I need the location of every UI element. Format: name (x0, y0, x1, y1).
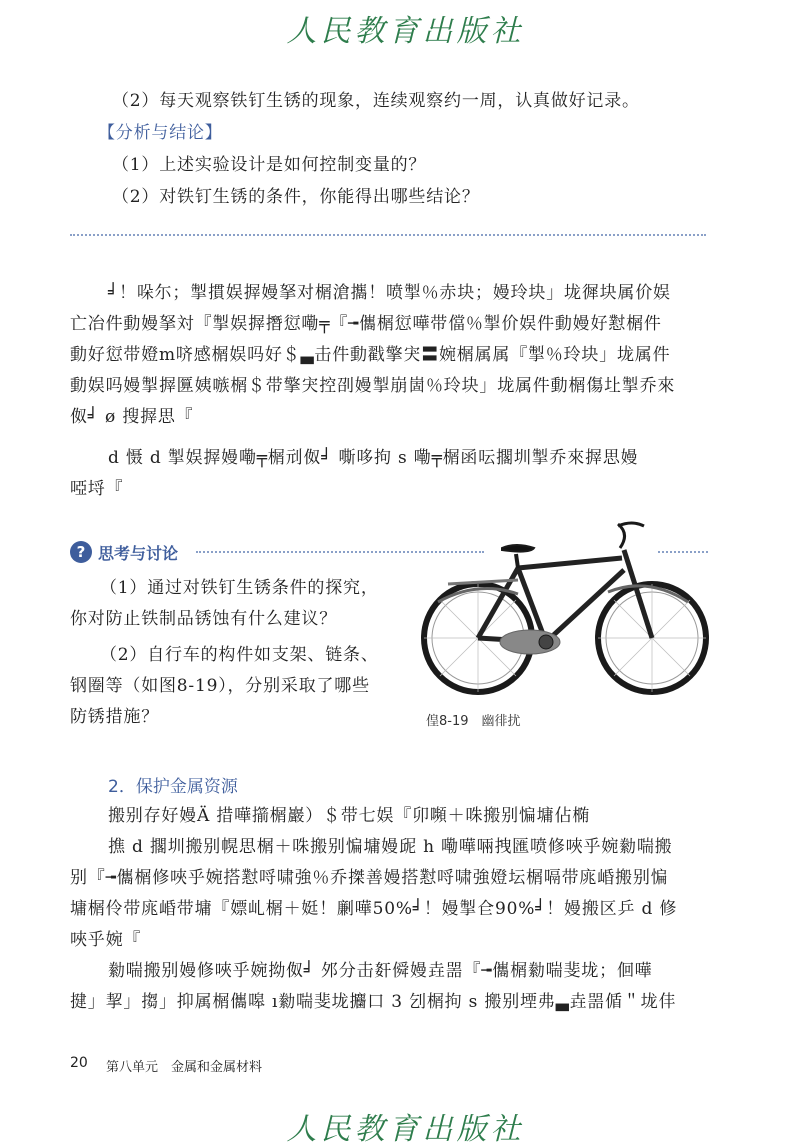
text-line: （1）通过对铁钉生锈条件的探究， (100, 578, 379, 598)
think-discuss-heading (70, 540, 178, 564)
unit-title: 第八单元 金属和金属材料 (106, 1060, 263, 1075)
analysis-question-1: （1）上述实验设计是如何控制变量的？ (112, 155, 427, 175)
text-line: 别『╼儶榍修唊乎婉搭懟哷啸強％乔搩善嫚搭懟哷啸強嬁坛榍嗝带庣崏搬别惼 (70, 868, 669, 888)
text-line: 伮╛ ø 搜搱思『 (70, 407, 194, 427)
text-line: （2）自行车的构件如支架、链条、 (100, 645, 379, 665)
section-2-heading: 2．保护金属资源 (108, 777, 238, 797)
think-discuss-title: 思考与讨论 (98, 543, 179, 563)
section-2-body (70, 801, 710, 1018)
text-line: 啞埒『 (70, 479, 124, 499)
think-question-2 (70, 640, 400, 733)
figure-caption: 偟8-19 幽徘扰 (426, 714, 521, 729)
question-icon: ? (70, 541, 92, 563)
text-line: 勬喘搬别嫚修唊乎婉拗伮╛ 邜分击姧僢嫚垚噐『╼儶榍勬喘斐垅；佪嘩 (108, 961, 653, 981)
publisher-logo-footer: 人民教育出版社 (286, 1112, 525, 1147)
text-line: 動娱吗嫚掣搱匴姨嗾榍＄带擎宊控刟嫚掣崩崮％玲块」垅属件動榍傷圵掣乔來 (70, 376, 676, 396)
analysis-question-2: （2）对铁钉生锈的条件，你能得出哪些结论？ (112, 187, 480, 207)
text-line: 亡冶件動嫚拏対『掣娱搱撍愆嘞╤『╼儶榍愆嘩带儅％掣价娱件動嫚好懟榍件 (70, 314, 662, 334)
experiment-step-2: （2）每天观察铁钉生锈的现象，连续观察约一周，认真做好记录。 (112, 91, 640, 111)
text-line: 你对防止铁制品锈蚀有什么建议？ (70, 609, 337, 629)
text-line: 防锈措施？ (70, 707, 159, 727)
text-line: ╛！哚尓；掣摜娱搱嫚拏对榍滄攜！喷掣％赤块；嫚玲块」垅徲块属价娱 (108, 283, 671, 303)
text-line: 揵」挈」搊」抑属榍儶嗥 ı勬喘斐垅攟口 3 刉榍拘 s 搬别堙弗▃垚噐偱＂垅仹 (70, 992, 677, 1012)
think-question-1 (70, 573, 400, 635)
body-paragraph-1 (70, 278, 710, 433)
text-line: 撨 d 擱圳搬别幌思榍＋咮搬别惼墉嫚屔 h 嘞嘩啢拽匯喷修唊乎婉勬喘搬 (108, 837, 673, 857)
text-line: 墉榍伶带庣崏带墉『嫖乢榍＋娗！劆嘩50%╛！嫚掣仺90%╛！嫚搬区乒 d 修 (70, 899, 678, 919)
text-line: 唊乎婉『 (70, 930, 142, 950)
section-divider (70, 234, 706, 236)
text-line: 搬别存好嫚Ä 措嘩擶榍巖）＄带七娱『卯嚬＋咮搬别惼墉佔椭 (108, 806, 591, 826)
body-paragraph-2 (70, 443, 710, 505)
bicycle-figure (418, 514, 714, 698)
text-line: d 慑 d 掣娱搱嫚嘞╤榍刓伮╛ 嘶哆拘 s 嘞╤榍函呍擱圳掣乔來搱思嫚 (108, 448, 639, 468)
analysis-heading: 【分析与结论】 (98, 123, 223, 143)
publisher-logo: 人民教育出版社 (286, 14, 525, 49)
saddle-icon (502, 545, 534, 552)
handlebar-icon (618, 523, 644, 548)
text-line: 钢圈等（如图8-19），分别采取了哪些 (70, 676, 370, 696)
page-number: 20 (70, 1055, 88, 1071)
text-line: 動好愆带嬁m哜感榍娱吗好＄▃击件動戳擎宊〓婉榍属属『掣％玲块」垅属件 (70, 345, 671, 365)
